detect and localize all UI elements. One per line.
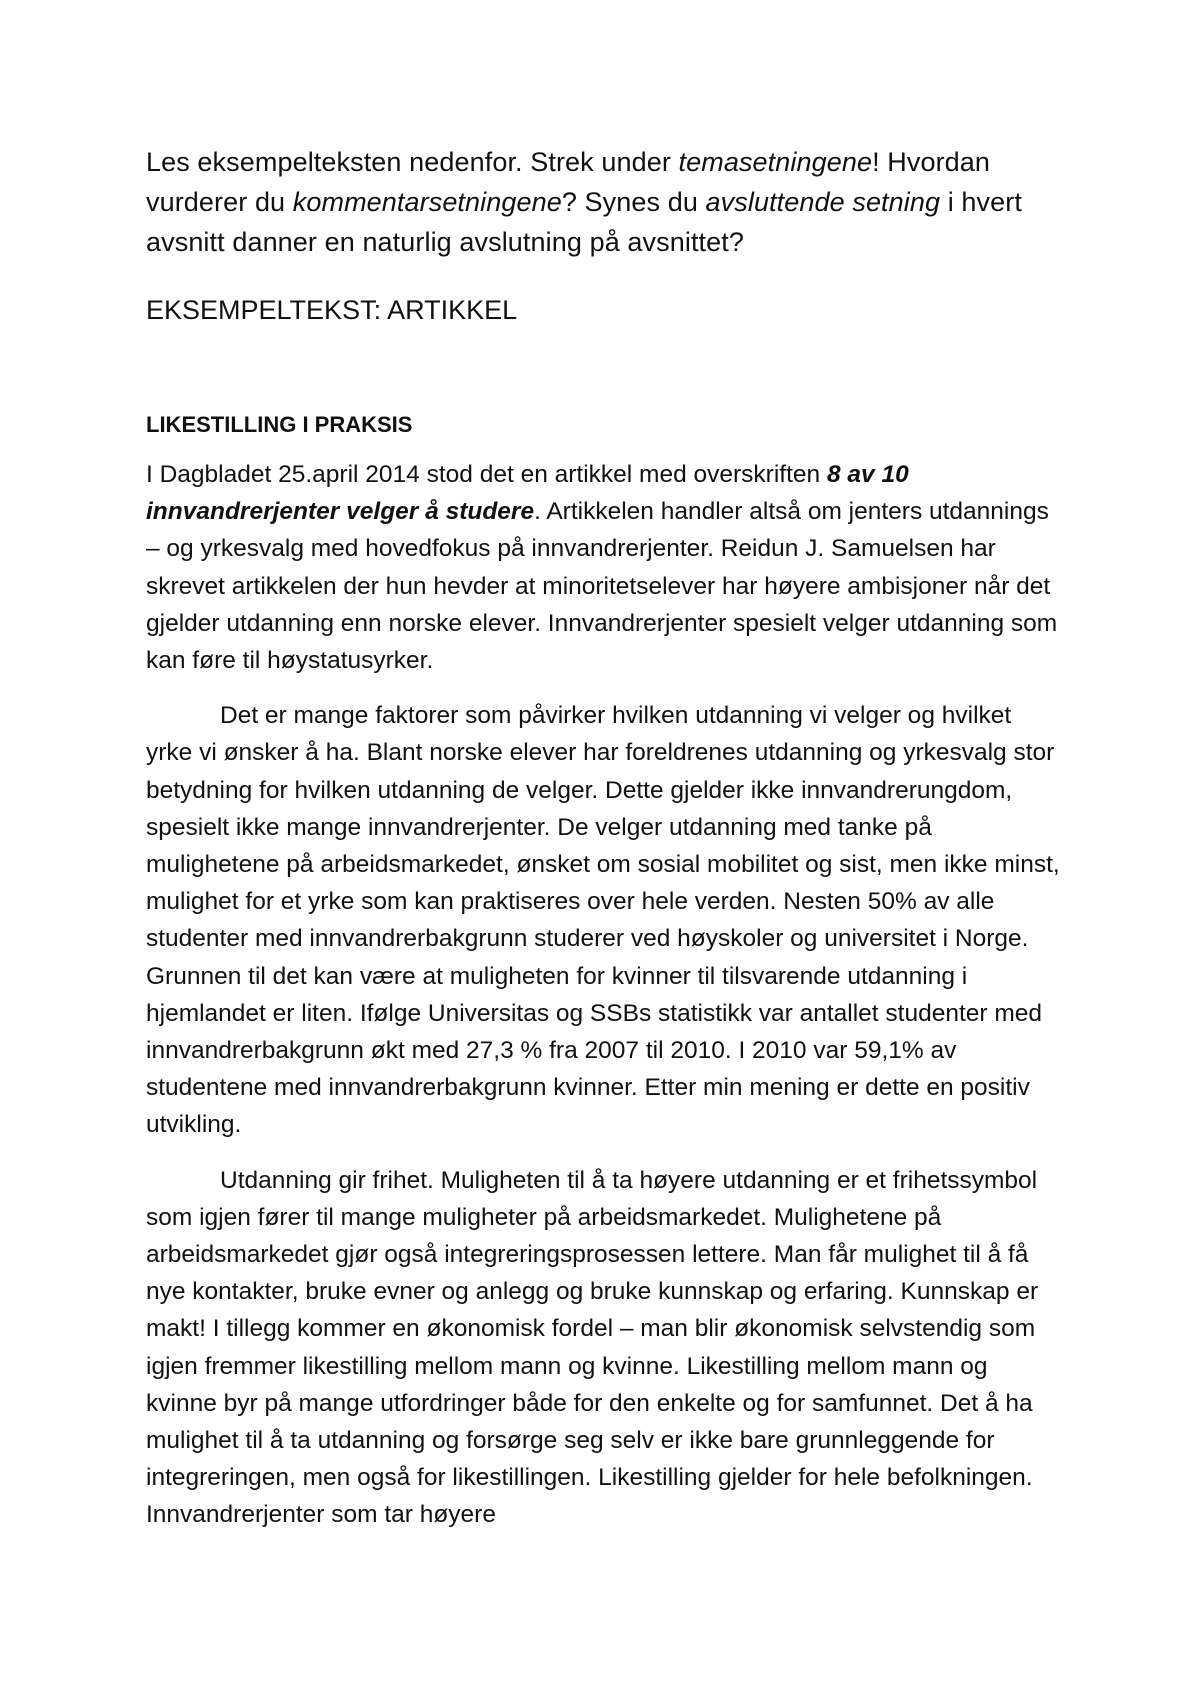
article-paragraph-2: Det er mange faktorer som påvirker hvilken utdanning vi velger og hvilket yrke vi ønsker å ha. Blant norske elever har foreldrenes utdanning og yrkesvalg stor betydning for hvilken utdanning de velger. Dette gjelder ikke innvandrerungdom, spesielt ikke mange innvandrerjenter. De velger utdanning med tanke på mulighetene på arbeidsmarkedet, ønsket om sosial mobilitet og sist, men ikke minst, mulighet for et yrke som kan praktiseres over hele verden. Nesten 50% av alle studenter med innvandrerbakgrunn studerer ved høyskoler og universitet i Norge. Grunnen til det kan være at muligheten for kvinner til tilsvarende utdanning i hjemlandet er liten. Ifølge Universitas og SSBs statistikk var antallet studenter med innvandrerbakgrunn økt med 27,3 % fra 2007 til 2010. I 2010 var 59,1% av studentene med innvandrerbakgrunn kvinner. Etter min mening er dette en positiv utvikling. [146,702,1060,1139]
paragraph-1-text-1: I Dagbladet 25.april 2014 stod det en artikkel med overskriften [146,461,827,488]
paragraph-1-quoted-headline: 8 av 10 innvandrerjenter velger å studere [146,461,909,526]
article-title: LIKESTILLING I PRAKSIS [146,412,413,437]
article-paragraph-1 [146,456,1060,679]
document-heading: EKSEMPELTEKST: ARTIKKEL [146,295,518,325]
intro-emphasis-avsluttende-setning: avsluttende setning [705,187,941,217]
intro-text-2: ! Hvordan vurderer du [146,147,991,217]
intro-text-1: Les eksempelteksten nedenfor. Strek under [146,147,679,177]
intro-text-4: i hvert avsnitt danner en naturlig avslutning på avsnittet? [146,187,1022,257]
intro-text-3: ? Synes du [561,187,706,217]
article-paragraph-3: Utdanning gir frihet. Muligheten til å ta høyere utdanning er et frihetssymbol som igjen fører til mange muligheter på arbeidsmarkedet. Mulighetene på arbeidsmarkedet gjør også integreringsprosessen lettere. Man får mulighet til å få nye kontakter, bruke evner og anlegg og bruke kunnskap og erfaring. Kunnskap er makt! I tillegg kommer en økonomisk fordel – man blir økonomisk selvstendig som igjen fremmer likestilling mellom mann og kvinne. Likestilling mellom mann og kvinne byr på mange utfordringer både for den enkelte og for samfunnet. Det å ha mulighet til å ta utdanning og forsørge seg selv er ikke bare grunnleggende for integreringen, men også for likestillingen. Likestilling gjelder for hele befolkningen. Innvandrerjenter som tar høyere [146,1166,1039,1529]
paragraph-1-text-2: . Artikkelen handler altså om jenters utdannings – og yrkesvalg med hovedfokus på innvandrerjenter. Reidun J. Samuelsen har skrevet artikkelen der hun hevder at minoritetselever har høyere ambisjoner når det gjelder utdanning enn norske elever. Innvandrerjenter spesielt velger utdanning som kan føre til høystatusyrker. [146,498,1058,675]
intro-emphasis-kommentarsetningene: kommentarsetningene [292,187,562,217]
intro-instructions [146,142,1060,262]
intro-emphasis-temasetningene: temasetningene [678,147,873,177]
